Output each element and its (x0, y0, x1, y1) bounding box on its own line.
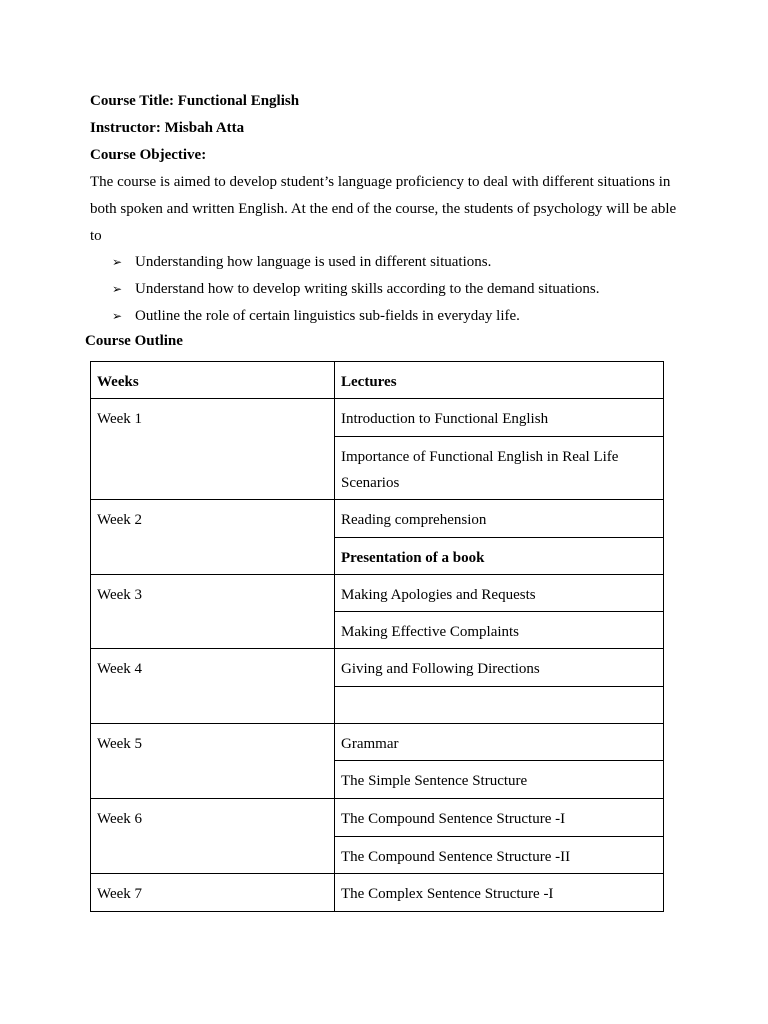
course-outline-table (90, 361, 664, 912)
table-row (91, 724, 664, 761)
objective-text: Understanding how language is used in different situations. (135, 254, 492, 270)
lecture-cell: Grammar (335, 724, 664, 761)
instructor-line: Instructor: Misbah Atta (90, 120, 245, 136)
table-row (91, 399, 664, 437)
table-row (91, 874, 664, 912)
table-header-row (91, 362, 664, 399)
lecture-cell: Importance of Functional English in Real Life Scenarios (335, 437, 664, 500)
table-row (91, 799, 664, 837)
lectures-header: Lectures (335, 362, 664, 399)
table-row (91, 500, 664, 538)
week-cell: Week 6 (91, 799, 335, 874)
course-title: Course Title: Functional English (90, 93, 300, 109)
week-cell: Week 1 (91, 399, 335, 500)
arrow-bullet-icon: ➢ (112, 255, 123, 269)
arrow-bullet-icon: ➢ (112, 282, 123, 296)
objective-paragraph: The course is aimed to develop student’s language proficiency to deal with different situations in both spoken and written English. At the end of the course, the students of psychology will be able to (90, 174, 677, 244)
objective-heading: Course Objective: (90, 147, 207, 163)
lecture-cell: The Complex Sentence Structure -I (335, 874, 664, 912)
week-cell: Week 7 (91, 874, 335, 912)
outline-heading: Course Outline (85, 333, 183, 349)
objective-text: Outline the role of certain linguistics sub-fields in everyday life. (135, 308, 520, 324)
lecture-cell: Making Apologies and Requests (335, 575, 664, 612)
week-cell: Week 4 (91, 649, 335, 724)
lecture-cell: Introduction to Functional English (335, 399, 664, 437)
lecture-cell: Reading comprehension (335, 500, 664, 538)
objective-bullet-1 (112, 254, 491, 271)
weeks-header: Weeks (91, 362, 335, 399)
week-cell: Week 2 (91, 500, 335, 575)
table-row (91, 575, 664, 612)
lecture-cell: The Simple Sentence Structure (335, 761, 664, 799)
week-cell: Week 5 (91, 724, 335, 799)
table-row (91, 649, 664, 687)
objective-text: Understand how to develop writing skills according to the demand situations. (135, 281, 600, 297)
lecture-cell: Giving and Following Directions (335, 649, 664, 687)
lecture-cell: Presentation of a book (335, 538, 664, 575)
objective-bullet-2 (112, 281, 600, 298)
arrow-bullet-icon: ➢ (112, 309, 123, 323)
lecture-cell: The Compound Sentence Structure -I (335, 799, 664, 837)
week-cell: Week 3 (91, 575, 335, 649)
lecture-cell: The Compound Sentence Structure -II (335, 837, 664, 874)
lecture-cell: Making Effective Complaints (335, 612, 664, 649)
objective-bullet-3 (112, 308, 520, 325)
lecture-cell (335, 687, 664, 724)
